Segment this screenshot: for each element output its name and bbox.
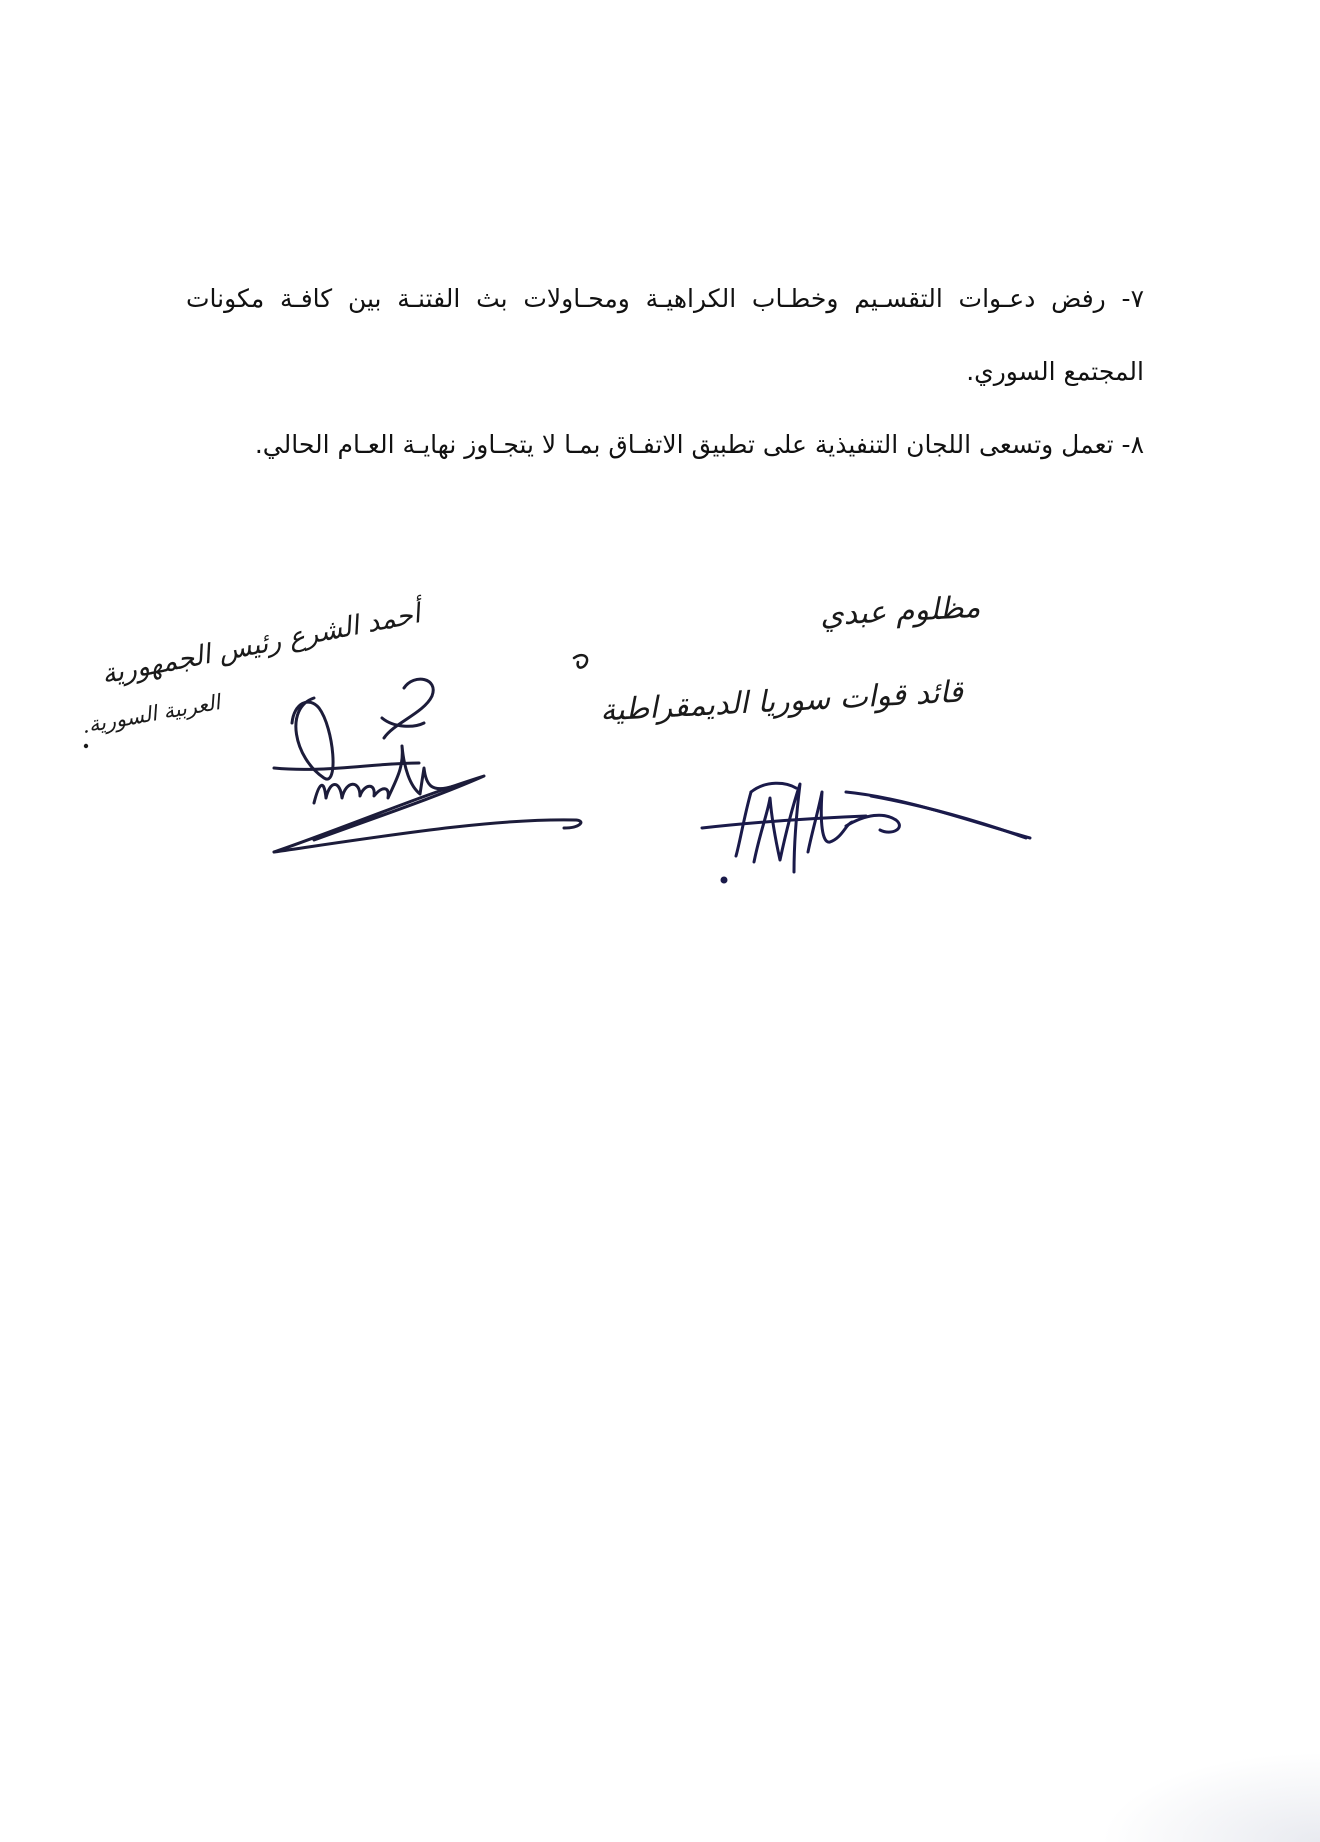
handwriting-dot — [80, 740, 92, 752]
left-signatory-title: العربية السورية. — [80, 690, 222, 739]
left-signature-mark — [264, 668, 594, 858]
right-signature-mark — [696, 772, 1036, 902]
agreement-clauses — [186, 262, 1144, 481]
handwriting-mark — [568, 648, 598, 678]
right-signatory-title: قائد قوات سوريا الديمقراطية — [599, 674, 964, 729]
clause-8: ٨- تعمل وتسعى اللجان التنفيذية على تطبيق الاتفـاق بمـا لا يتجـاوز نهايـة العـام الحالي. — [254, 430, 1144, 459]
right-signatory-name: مظلوم عبدي — [819, 589, 982, 634]
left-signatory-name: أحمد الشرع رئيس الجمهورية — [98, 598, 423, 691]
clause-7: ٧- رفض دعـوات التقسـيم وخطـاب الكراهيـة ومحـاولات بث الفتنـة بين كافـة مكونات المجتمع السوري. — [186, 284, 1144, 386]
page-corner-shade — [1100, 1752, 1320, 1842]
